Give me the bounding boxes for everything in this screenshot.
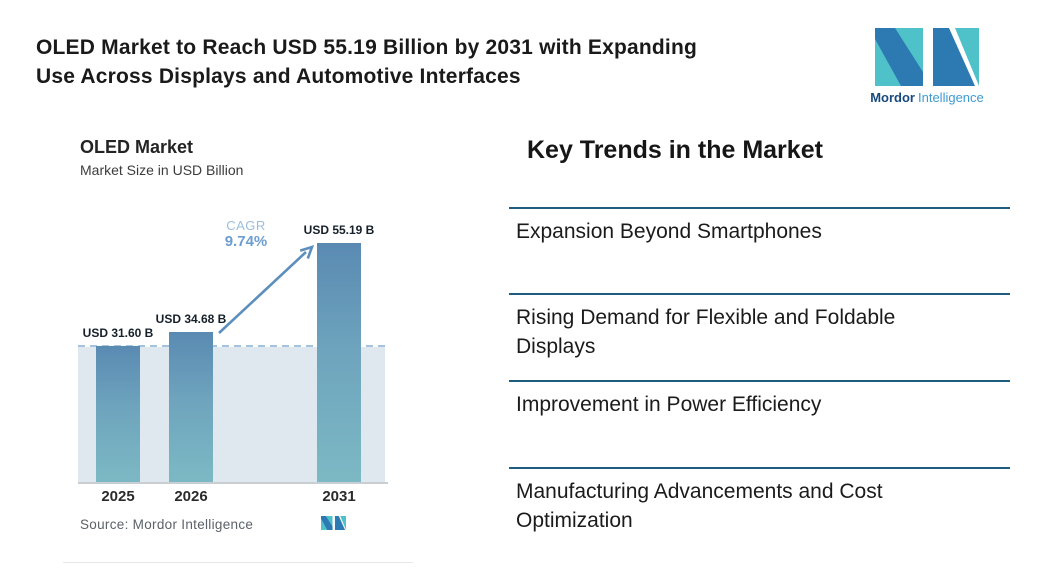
page-title-line1: OLED Market to Reach USD 55.19 Billion by 2031 with Expanding: [36, 36, 698, 59]
trend-rule: [509, 207, 1010, 209]
trend-item-label: Expansion Beyond Smartphones: [516, 220, 822, 243]
cagr-value: 9.74%: [224, 233, 268, 250]
chart-subtitle: Market Size in USD Billion: [80, 162, 244, 178]
cagr-label: CAGR: [226, 218, 266, 233]
trend-rule: [509, 380, 1010, 382]
page-title-line2: Use Across Displays and Automotive Interfaces: [36, 65, 521, 88]
card-bottom-divider: [63, 562, 413, 563]
trend-item-label: Rising Demand for Flexible and Foldable Displays: [516, 306, 896, 358]
bar-value-label: USD 34.68 B: [155, 312, 227, 326]
trend-rule: [509, 467, 1010, 469]
x-axis-label-2026: 2026: [174, 488, 208, 505]
x-axis-label-2025: 2025: [101, 488, 135, 505]
x-axis-line: [78, 482, 388, 484]
brand-name-light: Intelligence: [918, 90, 984, 105]
bar-value-label: USD 31.60 B: [82, 326, 154, 340]
trend-item-label: Improvement in Power Efficiency: [516, 393, 822, 416]
source-logo-icon: [321, 516, 346, 530]
plot-area: [78, 200, 385, 483]
brand-logo: [862, 28, 992, 105]
brand-name-bold: Mordor: [870, 90, 915, 105]
x-axis-label-2031: 2031: [322, 488, 356, 505]
mordor-logo-icon: [872, 28, 982, 86]
page-title: [36, 33, 866, 91]
chart-title: OLED Market: [80, 137, 194, 157]
cagr-annotation: [216, 218, 276, 250]
source-caption: Source: Mordor Intelligence: [80, 517, 254, 532]
trend-rule: [509, 293, 1010, 295]
trend-item-label: Manufacturing Advancements and Cost Optimization: [516, 480, 883, 532]
brand-name: [862, 90, 992, 105]
bar-value-label: USD 55.19 B: [303, 223, 375, 237]
trends-heading: Key Trends in the Market: [527, 136, 823, 164]
